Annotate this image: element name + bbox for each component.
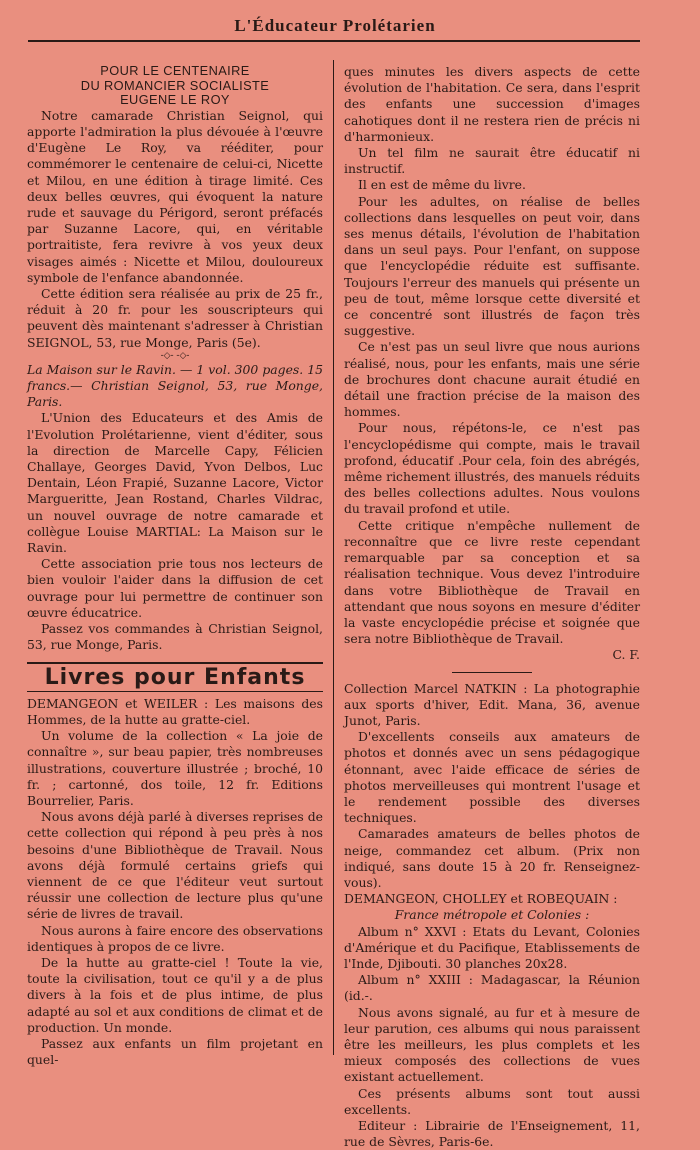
book-subtitle — [344, 907, 640, 923]
short-rule — [452, 672, 532, 673]
section-rule-thin — [27, 691, 323, 692]
paragraph: Album n° XXVI : Etats du Levant, Colonies d'Amérique et du Pacifique, Etablissements de l'Inde, Djibouti. 30 planches 20x28. — [344, 923, 640, 971]
section-rule — [27, 662, 323, 664]
paragraph: Pour nous, répétons-le, ce n'est pas l'encyclopédisme qui compte, mais le travail profond, éducatif .Pour cela, foin des abrégés, même richement illustrés, des manuels réduits des belles collections adultes. Nous voulons du travail profond et utile. — [344, 420, 640, 517]
paragraph: Ce n'est pas un seul livre que nous aurions réalisé, nous, pour les enfants, mais une série de brochures dont chacune aurait étudié en détail une fraction précise de la maison des hommes. — [344, 339, 640, 420]
ornament-separator: -◇- -◇- — [160, 350, 190, 361]
paragraph: Cette association prie tous nos lecteurs de bien vouloir l'aider dans la diffusion de cet ouvrage pour lui permettre de continuer son œuvre éducatrice. — [27, 556, 323, 620]
book-reference: Collection Marcel NATKIN : La photographie aux sports d'hiver, Edit. Mana, 36, avenue Junot, Paris. — [344, 680, 640, 728]
paragraph: ques minutes les divers aspects de cette évolution de l'habitation. Ce sera, dans l'esprit des enfants une succession d'images cahotiques dont il ne restera rien de précis ni d'harmonieux. — [344, 64, 640, 144]
book-announcement-text: La Maison sur le Ravin. — 1 vol. 300 pages. 15 francs.— Christian Seignol, 53, rue Monge, Paris. — [27, 361, 323, 410]
paragraph: Un tel film ne saurait être éducatif ni instructif. — [344, 145, 640, 177]
paragraph: Editeur : Librairie de l'Enseignement, 11, rue de Sèvres, Paris-6e. — [344, 1118, 640, 1150]
book-reference: DEMANGEON et WEILER : Les maisons des Hommes, de la hutte au gratte-ciel. — [27, 695, 323, 727]
book-subtitle-text: France métropole et Colonies : — [394, 907, 590, 923]
section-title: Livres pour Enfants — [44, 665, 306, 691]
left-column — [27, 64, 323, 1068]
paragraph: Passez vos commandes à Christian Seignol, 53, rue Monge, Paris. — [27, 621, 323, 653]
paragraph: Il en est de même du livre. — [358, 177, 526, 193]
signature: C. F. — [612, 647, 640, 663]
paragraph: Nous aurons à faire encore des observations identiques à propos de ce livre. — [27, 922, 323, 954]
centenary-title-line: DU ROMANCIER SOCIALISTE — [80, 77, 270, 93]
paragraph: Ces présents albums sont tout aussi excellents. — [344, 1085, 640, 1117]
centenary-title-line: EUGENE LE ROY — [120, 92, 230, 108]
paragraph: D'excellents conseils aux amateurs de photos et donnés avec un sens pédagogique étonnant, avec l'aide efficace de séries de photos merveilleuses qui montrent l'usage et le rendement possible des diverses techniques. — [344, 729, 640, 826]
paragraph: De la hutte au gratte-ciel ! Toute la vie, toute la civilisation, tout ce qu'il y a de plus divers à la fois et de plus intime, de plus adapté au sol et aux conditions de climat et de production. Un monde. — [27, 954, 323, 1035]
page-header: L'Éducateur Prolétarien — [234, 16, 436, 35]
paragraph: Cette édition sera réalisée au prix de 25 fr., réduit à 20 fr. pour les souscripteurs qui peuvent dès maintenant s'adresser à Christian SEIGNOL, 53, rue Monge, Paris (5e). — [27, 286, 323, 350]
header-rule — [28, 40, 640, 42]
book-reference: DEMANGEON, CHOLLEY et ROBEQUAIN : — [344, 891, 618, 907]
centenary-title-line: POUR LE CENTENAIRE — [100, 63, 250, 78]
book-announcement — [27, 362, 323, 411]
paragraph: Nous avons déjà parlé à diverses reprises de cette collection qui répond à peu près à nos besoins d'une Bibliothèque de Travail. Nous avons déjà formulé certains griefs qui viennent de ce que l'éditeur veut surtout réussir une collection de lecture plus qu'une série de livres de travail. — [27, 809, 323, 922]
paragraph: L'Union des Educateurs et des Amis de l'Evolution Prolétarienne, vient d'éditer, sous la direction de Marcelle Capy, Félicien Challaye, Georges David, Yvon Delbos, Luc Dentain, Léon Frapié, Suzanne Lacore, Victor Margueritte, Jean Rostand, Charles Vildrac, un nouvel ouvrage de notre camarade et collègue Louise MARTIAL: La Maison sur le Ravin. — [27, 410, 323, 556]
paragraph: Notre camarade Christian Seignol, qui apporte l'admiration la plus dévouée à l'œuvre d'Eugène Le Roy, va rééditer, pour commémorer le centenaire de celui-ci, Nicette et Milou, en une édition à tirage limité. Ces deux belles œuvres, qui évoquent la nature rude et sauvage du Périgord, seront préfacés par Suzanne Lacore, qui, en véritable portraitiste, fera revivre à vos yeux deux visages aimés : Nicette et Milou, douloureux symbole de l'enfance abandonnée. — [27, 107, 323, 285]
paragraph: Passez aux enfants un film projetant en quel- — [27, 1035, 323, 1068]
paragraph: Cette critique n'empêche nullement de reconnaître que ce livre reste cependant remarquable par sa conception et sa réalisation technique. Vous devez l'introduire dans votre Bibliothèque de Travail en attendant que nous soyons en mesure d'éditer la vaste encyclopédie précise et soignée que sera notre Bibliothèque de Travail. — [344, 517, 640, 647]
signature-line — [344, 647, 640, 663]
column-divider — [333, 60, 334, 1055]
paragraph: Pour les adultes, on réalise de belles collections dans lesquelles on peut voir, dans ses menus détails, l'évolution de l'habitation dans un seul pays. Pour l'enfant, on suppose que l'encyclopédie réduite est suffisante. Toujours l'erreur des manuels qui présente un peu de tout, même lorsque cette diversité et ce concentré sont illustrés de façon très suggestive. — [344, 193, 640, 339]
centenary-title — [27, 64, 323, 108]
paragraph: Un volume de la collection « La joie de connaître », sur beau papier, très nombreuses illustrations, couverture illustrée ; broché, 10 fr. ; cartonné, dos toile, 12 fr. Editions Bourrelier, Paris. — [27, 728, 323, 808]
paragraph: Album n° XXIII : Madagascar, la Réunion (id.-. — [344, 972, 640, 1004]
paragraph: Nous avons signalé, au fur et à mesure de leur parution, ces albums qui nous paraissent être les meilleurs, les plus complets et les mieux composés des collections de vues existant actuellement. — [344, 1004, 640, 1085]
paragraph: Camarades amateurs de belles photos de neige, commandez cet album. (Prix non indiqué, sans doute 15 à 20 fr. Renseignez-vous). — [344, 826, 640, 890]
right-column — [344, 64, 640, 1150]
